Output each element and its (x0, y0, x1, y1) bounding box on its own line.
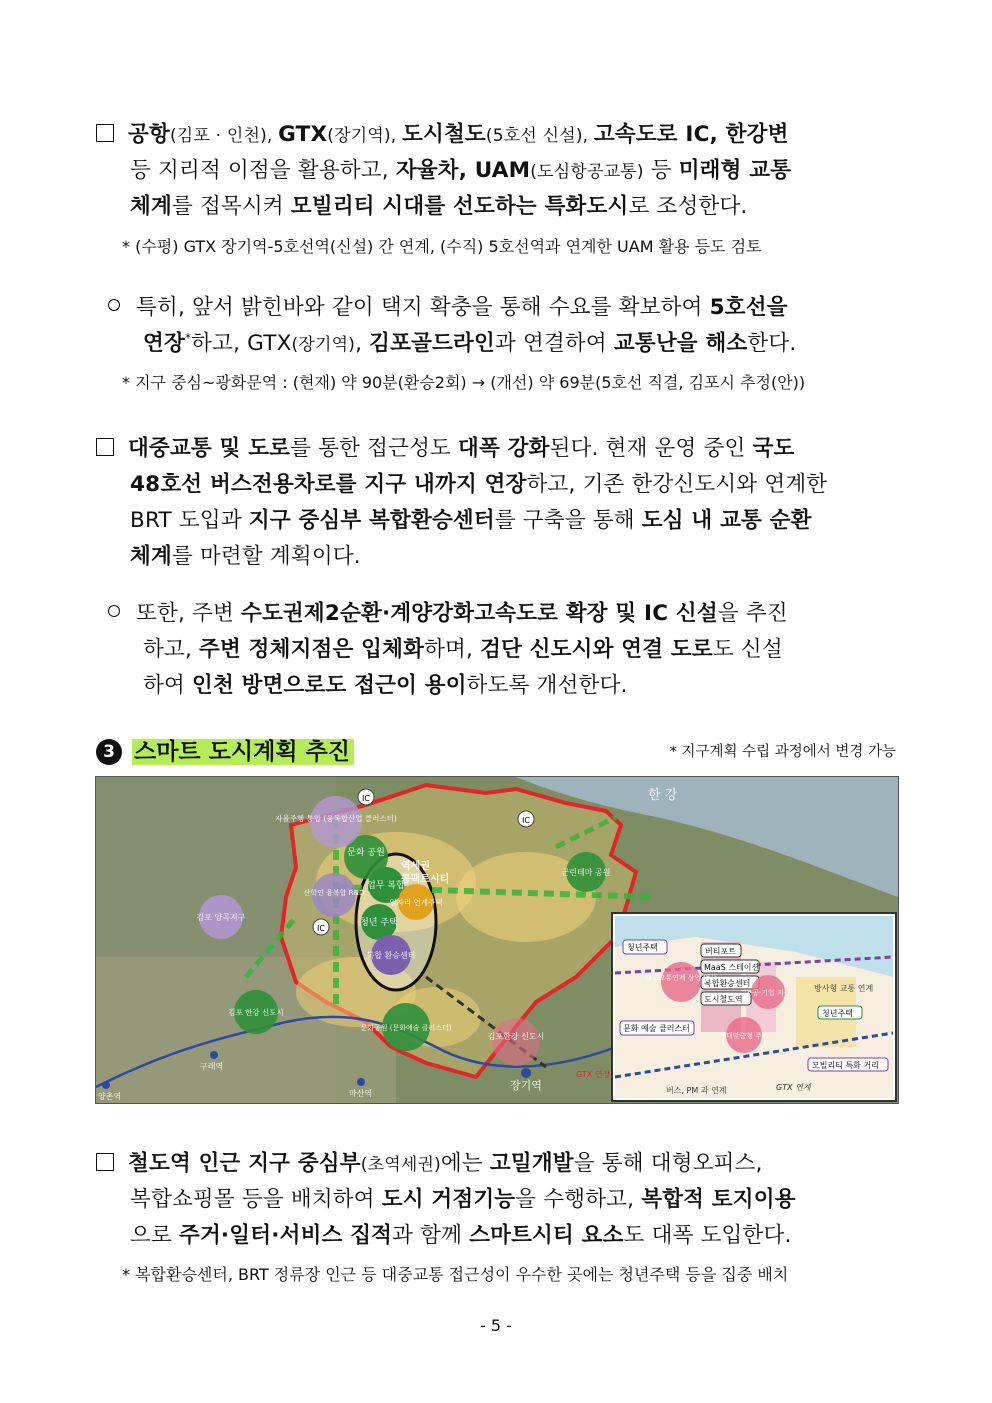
svg-text:방사형 교통 연계: 방사형 교통 연계 (814, 984, 874, 993)
svg-text:문화공원 (문화예술 클러스터): 문화공원 (문화예술 클러스터) (360, 1024, 452, 1032)
p3-line4: 체계를 마련할 계획이다. (130, 544, 361, 569)
p1-footnote: * (수평) GTX 장기역-5호선역(신설) 간 연계, (수직) 5호선역과 연계한 UAM 활용 등도 검토 (122, 237, 762, 256)
section-title: 스마트 도시계획 추진 (132, 739, 354, 765)
page-number: - 5 - (480, 1316, 512, 1335)
svg-text:산학연 융복합 R&D: 산학연 융복합 R&D (303, 889, 365, 897)
p5-footnote: * 복합환승센터, BRT 정류장 인근 등 대중교통 접근성이 우수한 곳에는 청년주택 등을 집중 배치 (122, 1265, 789, 1284)
svg-text:김포 양곡지구: 김포 양곡지구 (196, 913, 246, 922)
svg-text:IC: IC (317, 924, 325, 933)
svg-text:GTX 연계: GTX 연계 (776, 1083, 811, 1092)
svg-text:장기역: 장기역 (510, 1079, 542, 1092)
svg-text:콤팩트시티: 콤팩트시티 (401, 874, 450, 885)
circle-bullet-icon (108, 605, 120, 617)
svg-text:문화 예술 클러스터: 문화 예술 클러스터 (623, 1024, 690, 1033)
district-plan-map (95, 776, 899, 1104)
svg-text:구래역: 구래역 (200, 1062, 224, 1071)
svg-text:모빌리티 특화 거리: 모빌리티 특화 거리 (812, 1061, 879, 1070)
svg-text:청년주택: 청년주택 (627, 943, 658, 952)
svg-text:IC: IC (362, 794, 370, 803)
svg-text:공공·기업 지원: 공공·기업 지원 (745, 989, 791, 997)
svg-text:청년주택: 청년주택 (822, 1009, 853, 1018)
svg-text:김포한강 신도시: 김포한강 신도시 (487, 1032, 545, 1041)
section-number: 3 (96, 739, 122, 765)
svg-text:문화 공원: 문화 공원 (347, 848, 385, 858)
p1-line2: 등 지리적 이점을 활용하고, 자율차, UAM(도심항공교통) 등 미래형 교통 (130, 158, 792, 183)
svg-text:MaaS 스테이션: MaaS 스테이션 (704, 963, 760, 972)
square-bullet-icon (96, 438, 114, 456)
svg-text:양촌역: 양촌역 (98, 1092, 122, 1101)
svg-text:업무 복합: 업무 복합 (367, 881, 405, 891)
svg-text:GTX 연장: GTX 연장 (576, 1070, 611, 1079)
p3-line2: 48호선 버스전용차로를 지구 내까지 연장하고, 기존 한강신도시와 연계한 (130, 472, 828, 497)
p4-line1: 또한, 주변 수도권제2순환·계양강화고속도로 확장 및 IC 신설을 추진 (108, 596, 788, 627)
svg-text:복합 환승센터: 복합 환승센터 (366, 951, 416, 960)
p2-footnote: * 지구 중심~광화문역 : (현재) 약 90분(환승2회) → (개선) 약 69분(5호선 직결, 김포시 추정(안)) (122, 373, 806, 392)
svg-text:복합환승센터: 복합환승센터 (704, 979, 751, 988)
svg-text:IC: IC (522, 816, 530, 825)
map-illustration (96, 777, 898, 1103)
svg-text:청년 주택: 청년 주택 (360, 918, 398, 928)
p5-line3: 으로 주거·일터·서비스 집적과 함께 스마트시티 요소도 대폭 도입한다. (130, 1223, 792, 1248)
p4-line2: 하고, 주변 정체지점은 입체화하며, 검단 신도시와 연결 도로도 신설 (143, 637, 783, 662)
p5-line1: 철도역 인근 지구 중심부(초역세권)에는 고밀개발을 통해 대형오피스, (96, 1146, 763, 1177)
svg-text:일자리 연계주택: 일자리 연계주택 (389, 898, 443, 907)
svg-text:버스, PM 과 연계: 버스, PM 과 연계 (666, 1086, 727, 1095)
inset-diagram (612, 913, 896, 1101)
square-bullet-icon (96, 1153, 114, 1171)
square-bullet-icon (96, 124, 114, 142)
river-label: 한 강 (648, 788, 678, 803)
svg-text:버티포트: 버티포트 (705, 947, 736, 956)
p4-line3: 하여 인천 방면으로도 접근이 용이하도록 개선한다. (143, 673, 628, 698)
section-note: * 지구계획 수립 과정에서 변경 가능 (669, 744, 896, 760)
svg-text:김포 한강 신도시: 김포 한강 신도시 (228, 1008, 284, 1017)
svg-text:역세권: 역세권 (401, 861, 430, 872)
svg-text:마산역: 마산역 (349, 1089, 373, 1098)
p2-line2: 연장*하고, GTX(장기역), 김포골드라인과 연결하여 교통난을 해소한다. (143, 330, 797, 356)
p1-line3: 체계를 접목시켜 모빌리티 시대를 선도하는 특화도시로 조성한다. (130, 194, 748, 219)
p1-line1: 공항(김포 · 인천), GTX(장기역), 도시철도(5호선 신설), 고속도로 IC, 한강변 (96, 117, 789, 148)
svg-text:세대맞춤형 주거: 세대맞춤형 주거 (719, 1032, 769, 1040)
p2-line1: 특히, 앞서 밝힌바와 같이 택지 확충을 통해 수요를 확보하여 5호선을 (108, 290, 788, 321)
svg-text:대중교통연계 상업·업무: 대중교통연계 상업·업무 (644, 974, 718, 982)
svg-text:근린테마 공원: 근린테마 공원 (561, 868, 611, 877)
svg-text:도시철도역: 도시철도역 (704, 995, 743, 1004)
svg-text:자율주행 통합 (융복합산업 클러스터): 자율주행 통합 (융복합산업 클러스터) (275, 814, 397, 823)
circle-bullet-icon (108, 299, 120, 311)
p5-line2: 복합쇼핑몰 등을 배치하여 도시 거점기능을 수행하고, 복합적 토지이용 (130, 1187, 796, 1212)
p3-line1: 대중교통 및 도로를 통한 접근성도 대폭 강화된다. 현재 운영 중인 국도 (96, 431, 795, 462)
p3-line3: BRT 도입과 지구 중심부 복합환승센터를 구축을 통해 도심 내 교통 순환 (130, 508, 812, 533)
section-heading (96, 733, 354, 766)
